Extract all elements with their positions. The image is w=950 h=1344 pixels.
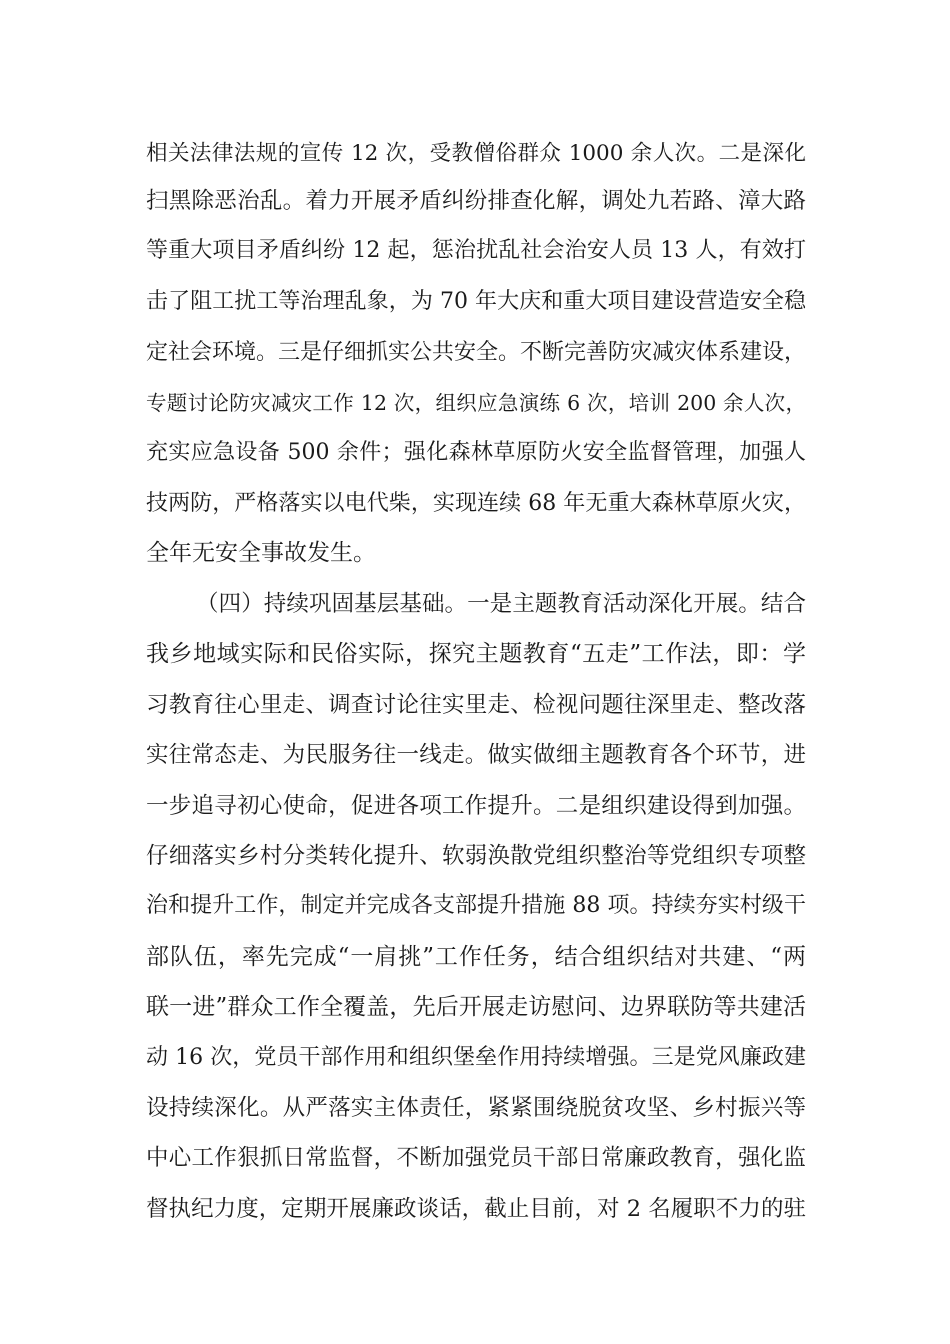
text-line: 治和提升工作，制定并完成各支部提升措施 88 项。持续夯实村级干	[146, 893, 806, 918]
text-line: 联一进”群众工作全覆盖，先后开展走访慰问、边界联防等共建活	[146, 994, 806, 1020]
text-line: 定社会环境。三是仔细抓实公共安全。不断完善防灾减灾体系建设，	[146, 340, 807, 365]
text-line: 击了阻工扰工等治理乱象，为 70 年大庆和重大项目建设营造安全稳	[146, 289, 806, 314]
text-line: 专题讨论防灾减灾工作 12 次，组织应急演练 6 次，培训 200 余人次，	[146, 391, 806, 415]
text-line: 督执纪力度，定期开展廉政谈话，截止目前，对 2 名履职不力的驻	[146, 1196, 806, 1222]
text-line: 技两防，严格落实以电代柴，实现连续 68 年无重大森林草原火灾，	[146, 491, 806, 516]
text-line: 全年无安全事故发生。	[146, 540, 376, 566]
text-line: 动 16 次，党员干部作用和组织堡垒作用持续增强。三是党风廉政建	[146, 1045, 806, 1070]
text-line: 中心工作狠抓日常监督，不断加强党员干部日常廉政教育，强化监	[146, 1145, 806, 1171]
text-line: 部队伍，率先完成“一肩挑”工作任务，结合组织结对共建、“两	[146, 944, 806, 970]
text-line: 实往常态走、为民服务往一线走。做实做细主题教育各个环节，进	[146, 742, 806, 768]
text-line: 一步追寻初心使命，促进各项工作提升。二是组织建设得到加强。	[146, 793, 806, 819]
text-line: 充实应急设备 500 余件；强化森林草原防火安全监督管理，加强人	[146, 440, 806, 465]
text-line: 等重大项目矛盾纠纷 12 起，惩治扰乱社会治安人员 13 人，有效打	[146, 238, 806, 263]
text-line: 我乡地域实际和民俗实际，探究主题教育“五走”工作法，即：学	[146, 641, 806, 667]
text-line: 相关法律法规的宣传 12 次，受教僧俗群众 1000 余人次。二是深化	[146, 141, 806, 166]
text-line: 仔细落实乡村分类转化提升、软弱涣散党组织整治等党组织专项整	[146, 843, 806, 869]
text-line: 习教育往心里走、调查讨论往实里走、检视问题往深里走、整改落	[146, 692, 806, 718]
text-line: 扫黑除恶治乱。着力开展矛盾纠纷排查化解，调处九若路、漳大路	[146, 188, 806, 214]
section-heading-line: （四）持续巩固基层基础。一是主题教育活动深化开展。结合	[196, 591, 806, 617]
text-line: 设持续深化。从严落实主体责任，紧紧围绕脱贫攻坚、乡村振兴等	[146, 1095, 806, 1121]
